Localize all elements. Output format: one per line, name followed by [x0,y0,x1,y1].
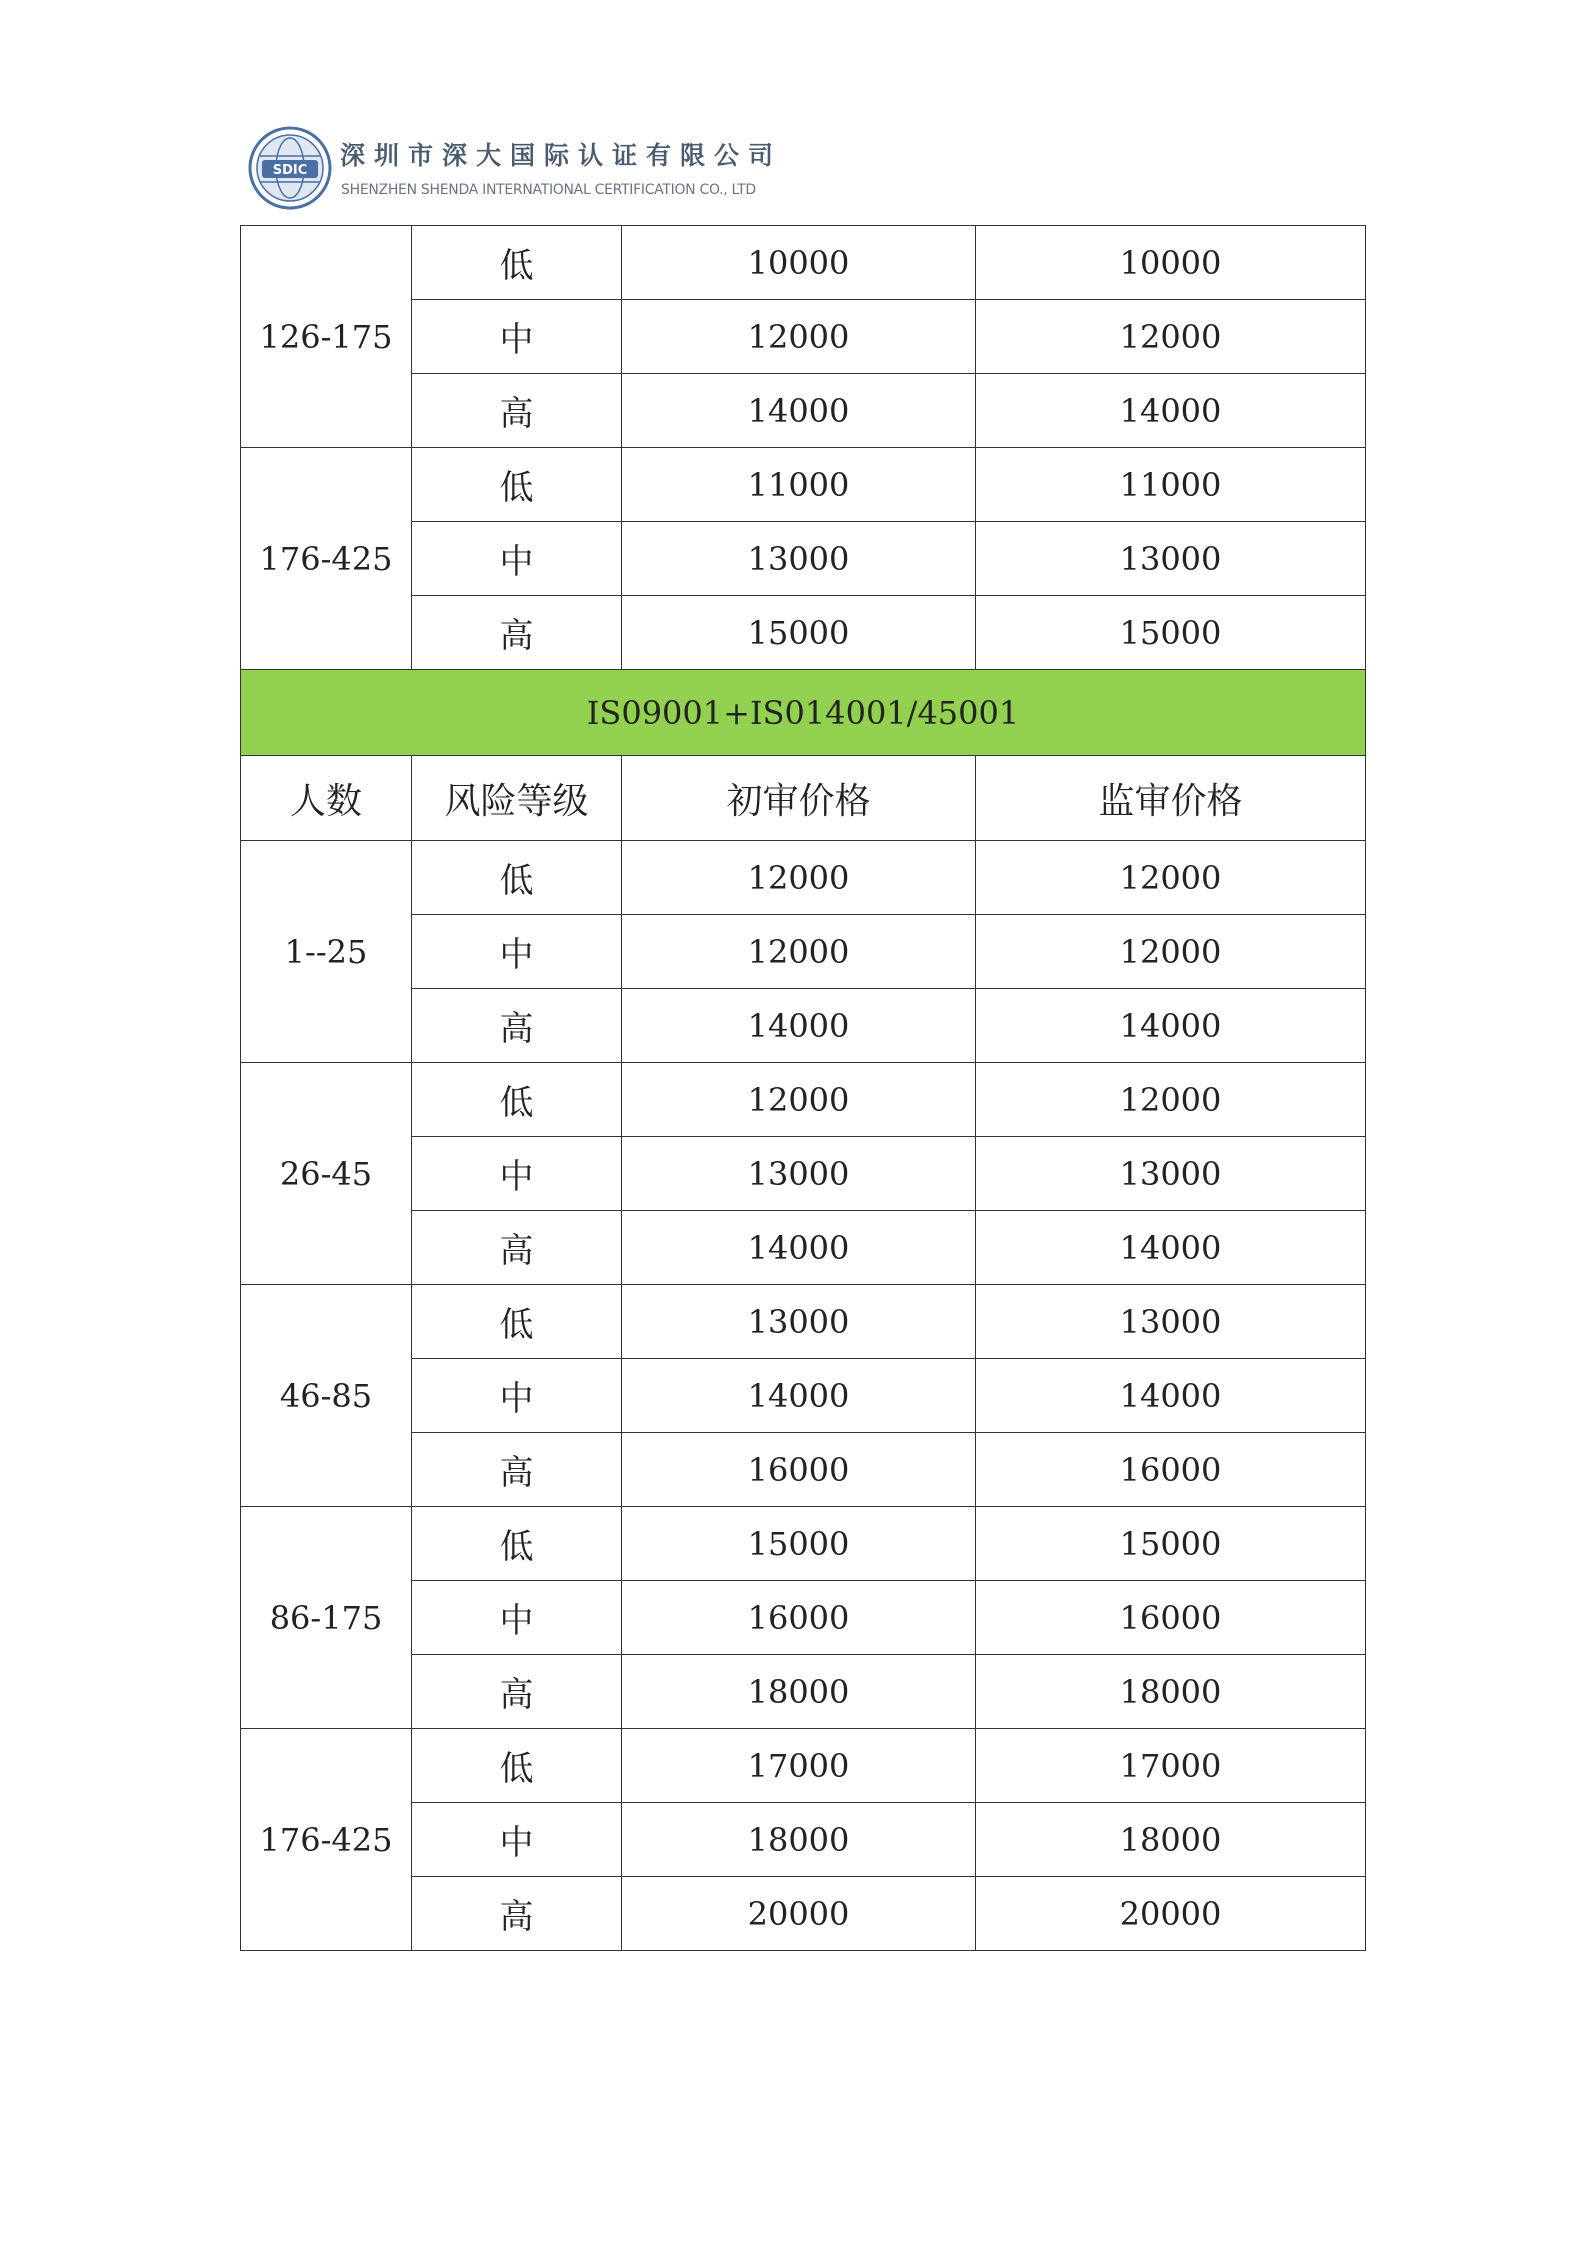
surveillance-price-cell: 13000 [976,522,1366,596]
table-row [241,841,1366,915]
table-row [241,1285,1366,1359]
initial-price-cell: 12000 [622,841,976,915]
risk-level-cell: 中 [412,1359,622,1433]
surveillance-price-cell: 12000 [976,841,1366,915]
risk-level-cell: 中 [412,915,622,989]
risk-level-cell: 高 [412,596,622,670]
surveillance-price-cell: 14000 [976,1211,1366,1285]
surveillance-price-cell: 18000 [976,1803,1366,1877]
section-title-row [241,670,1366,756]
surveillance-price-cell: 10000 [976,226,1366,300]
section-title: IS09001+IS014001/45001 [241,670,1366,756]
risk-level-cell: 低 [412,1063,622,1137]
risk-level-cell: 高 [412,1211,622,1285]
price-table [240,225,1366,1951]
surveillance-price-cell: 11000 [976,448,1366,522]
risk-level-cell: 低 [412,841,622,915]
risk-level-cell: 高 [412,989,622,1063]
surveillance-price-cell: 13000 [976,1137,1366,1211]
headcount-cell: 26-45 [241,1063,412,1285]
logo-text: SDIC [272,163,308,178]
initial-price-cell: 13000 [622,522,976,596]
surveillance-price-cell: 13000 [976,1285,1366,1359]
table-row [241,1729,1366,1803]
surveillance-price-cell: 15000 [976,596,1366,670]
risk-level-cell: 高 [412,1877,622,1951]
risk-level-cell: 中 [412,1581,622,1655]
risk-level-cell: 高 [412,1433,622,1507]
initial-price-cell: 16000 [622,1581,976,1655]
initial-price-cell: 14000 [622,1211,976,1285]
initial-price-cell: 12000 [622,1063,976,1137]
initial-price-cell: 17000 [622,1729,976,1803]
risk-level-cell: 中 [412,522,622,596]
surveillance-price-cell: 18000 [976,1655,1366,1729]
initial-price-cell: 10000 [622,226,976,300]
risk-level-cell: 高 [412,374,622,448]
surveillance-price-cell: 12000 [976,300,1366,374]
risk-level-cell: 高 [412,1655,622,1729]
initial-price-cell: 14000 [622,1359,976,1433]
risk-level-cell: 低 [412,448,622,522]
surveillance-price-cell: 14000 [976,374,1366,448]
table-row [241,226,1366,300]
headcount-cell: 1--25 [241,841,412,1063]
headcount-cell: 176-425 [241,1729,412,1951]
surveillance-price-cell: 12000 [976,1063,1366,1137]
risk-level-cell: 中 [412,1137,622,1211]
column-header-headcount: 人数 [241,756,412,841]
initial-price-cell: 13000 [622,1285,976,1359]
table-row [241,448,1366,522]
surveillance-price-cell: 17000 [976,1729,1366,1803]
initial-price-cell: 11000 [622,448,976,522]
surveillance-price-cell: 15000 [976,1507,1366,1581]
risk-level-cell: 中 [412,300,622,374]
headcount-cell: 126-175 [241,226,412,448]
initial-price-cell: 12000 [622,915,976,989]
risk-level-cell: 低 [412,1285,622,1359]
company-logo [248,126,332,210]
risk-level-cell: 低 [412,1729,622,1803]
table-row [241,1063,1366,1137]
column-header-initial-price: 初审价格 [622,756,976,841]
surveillance-price-cell: 14000 [976,1359,1366,1433]
surveillance-price-cell: 16000 [976,1433,1366,1507]
surveillance-price-cell: 14000 [976,989,1366,1063]
initial-price-cell: 18000 [622,1655,976,1729]
company-name-cn: 深圳市深大国际认证有限公司 [340,141,783,170]
initial-price-cell: 20000 [622,1877,976,1951]
initial-price-cell: 15000 [622,596,976,670]
initial-price-cell: 14000 [622,989,976,1063]
risk-level-cell: 低 [412,226,622,300]
column-header-row [241,756,1366,841]
page-header [248,122,848,212]
initial-price-cell: 18000 [622,1803,976,1877]
initial-price-cell: 16000 [622,1433,976,1507]
surveillance-price-cell: 16000 [976,1581,1366,1655]
company-name-en: SHENZHEN SHENDA INTERNATIONAL CERTIFICATION CO., LTD [341,182,756,198]
column-header-surveillance-price: 监审价格 [976,756,1366,841]
initial-price-cell: 13000 [622,1137,976,1211]
initial-price-cell: 14000 [622,374,976,448]
surveillance-price-cell: 12000 [976,915,1366,989]
column-header-risk-level: 风险等级 [412,756,622,841]
risk-level-cell: 中 [412,1803,622,1877]
headcount-cell: 176-425 [241,448,412,670]
surveillance-price-cell: 20000 [976,1877,1366,1951]
risk-level-cell: 低 [412,1507,622,1581]
initial-price-cell: 15000 [622,1507,976,1581]
headcount-cell: 46-85 [241,1285,412,1507]
table-row [241,1507,1366,1581]
headcount-cell: 86-175 [241,1507,412,1729]
initial-price-cell: 12000 [622,300,976,374]
